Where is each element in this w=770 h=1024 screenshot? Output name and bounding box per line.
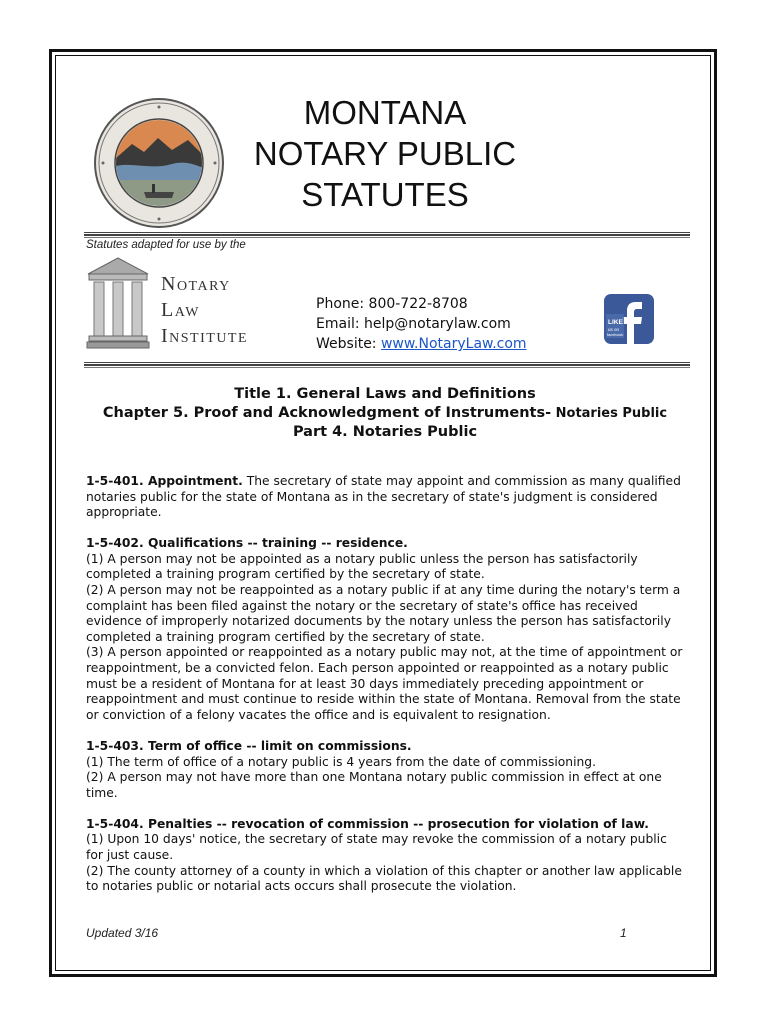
footer-updated: Updated 3/16 bbox=[86, 926, 159, 940]
section-1-5-401 bbox=[86, 474, 686, 521]
facebook-us-on: us on bbox=[608, 327, 620, 332]
title-line-3: STATUTES bbox=[301, 176, 469, 213]
title-heading: Title 1. General Laws and Definitions bbox=[234, 386, 536, 402]
logo-line-1: Notary bbox=[161, 273, 231, 295]
contact-website-row bbox=[316, 334, 527, 354]
section-paragraph: (2) The county attorney of a county in which a violation of this chapter or another law applicable to notaries public or notarial acts occurs shall prosecute the violation. bbox=[86, 863, 682, 894]
website-link[interactable]: www.NotaryLaw.com bbox=[380, 336, 527, 352]
statute-sections bbox=[86, 474, 686, 910]
section-paragraph: (1) A person may not be appointed as a notary public unless the person has satisfactorily completed a training program certified by the secretary of state. bbox=[86, 551, 638, 582]
header-divider-top bbox=[84, 232, 690, 238]
section-heading: 1-5-404. Penalties -- revocation of commission -- prosecution for violation of law. bbox=[86, 816, 649, 831]
section-1-5-402 bbox=[86, 536, 686, 723]
part-heading: Part 4. Notaries Public bbox=[292, 424, 478, 440]
footer-page-number: 1 bbox=[620, 926, 627, 940]
chapter-heading-main: Chapter 5. Proof and Acknowledgment of Instruments- bbox=[102, 405, 552, 421]
facebook-like-icon[interactable] bbox=[604, 294, 654, 344]
contact-email: Email: help@notarylaw.com bbox=[316, 316, 511, 332]
contact-phone: Phone: 800-722-8708 bbox=[316, 296, 468, 312]
notary-law-institute-logo-text bbox=[161, 271, 248, 349]
title-line-1: MONTANA bbox=[303, 94, 467, 131]
section-paragraph: (2) A person may not have more than one Montana notary public commission in effect at one time. bbox=[86, 770, 662, 800]
chapter-heading bbox=[60, 405, 710, 421]
section-text: The secretary of state may appoint and commission as many qualified notaries public for the state of Montana as in the secretary of state's judgment is considered appropriate. bbox=[86, 474, 681, 520]
section-heading: 1-5-402. Qualifications -- training -- residence. bbox=[86, 536, 408, 551]
logo-line-2: Law bbox=[161, 299, 200, 321]
facebook-brand: facebook bbox=[607, 332, 624, 337]
section-heading: 1-5-401. Appointment. bbox=[86, 474, 243, 488]
facebook-like-badge: LIKE bbox=[608, 319, 623, 326]
montana-state-seal-icon bbox=[92, 96, 226, 230]
header-divider-bottom bbox=[84, 362, 690, 368]
notary-law-institute-columns-icon bbox=[86, 256, 150, 352]
chapter-heading-suffix: Notaries Public bbox=[551, 406, 668, 421]
section-1-5-404 bbox=[86, 817, 686, 895]
title-line-2: NOTARY PUBLIC bbox=[253, 135, 517, 172]
section-paragraph: (1) Upon 10 days' notice, the secretary of state may revoke the commission of a notary public for just cause. bbox=[86, 832, 667, 862]
document-title bbox=[230, 92, 540, 215]
section-1-5-403 bbox=[86, 739, 686, 801]
adapted-note: Statutes adapted for use by the bbox=[86, 239, 246, 251]
section-paragraph: (1) The term of office of a notary public is 4 years from the date of commissioning. bbox=[86, 754, 597, 769]
section-paragraph: (2) A person may not be reappointed as a notary public if at any time during the notary's term a complaint has been filed against the notary or the secretary of state's office has received evidence of improperly notarized documents by the notary unless the person has satisfactorily completed a training program certified by the secretary of state. bbox=[86, 583, 681, 644]
contact-info bbox=[316, 294, 527, 354]
logo-line-3: Institute bbox=[161, 325, 249, 347]
section-paragraph: (3) A person appointed or reappointed as a notary public may not, at the time of appointment or reappointment, be a convicted felon. Each person appointed or reappointed as a notary public must be a resident of Montana for at least 30 days immediately preceding appointment or reappointment and must continue to reside within the state of Montana. Removal from the state or conviction of a felony vacates the office and is equivalent to resignation. bbox=[86, 645, 683, 722]
section-heading: 1-5-403. Term of office -- limit on commissions. bbox=[86, 738, 412, 753]
website-label: Website: bbox=[316, 336, 381, 352]
